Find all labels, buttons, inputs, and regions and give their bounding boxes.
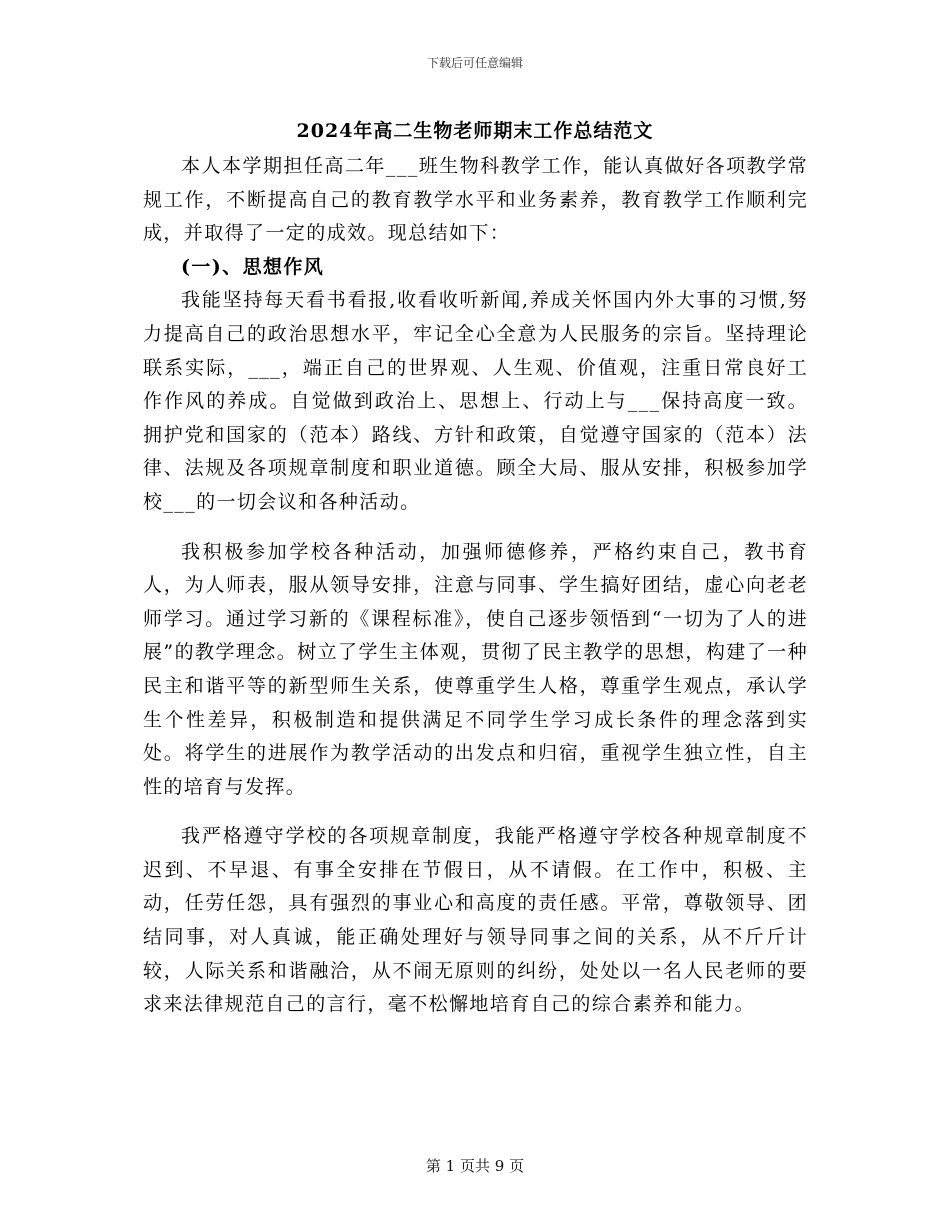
- paragraph-gap: [143, 804, 808, 820]
- section-heading: (一)、思想作风: [181, 255, 325, 278]
- header-note: 下载后可任意编辑: [426, 56, 523, 70]
- paragraph-1: 我能坚持每天看书看报,收看收听新闻,养成关怀国内外大事的习惯,努力提高自己的政治思想水平，牢记全心全意为人民服务的宗旨。坚持理论联系实际，___，端正自己的世界观、人生观、价值观，注重日常良好工作作风的养成。自觉做到政治上、思想上、行动上与___保持高度一致。拥护党和国家的（范本）路线、方针和政策，自觉遵守国家的（范本）法律、法规及各项规章制度和职业道德。顾全大局、服从安排，积极参加学校___的一切会议和各种活动。: [143, 289, 808, 513]
- page-footer: 第 1 页共 9 页: [425, 1157, 525, 1175]
- paragraph-2: 我积极参加学校各种活动，加强师德修养，严格约束自己，教书育人，为人师表，服从领导安排，注意与同事、学生搞好团结，虚心向老老师学习。通过学习新的《课程标准》，使自己逐步领悟到“一切为了人的进展”的教学理念。树立了学生主体观，贯彻了民主教学的思想，构建了一种民主和谐平等的新型师生关系，使尊重学生人格，尊重学生观点，承认学生个性差异，积极制造和提供满足不同学生学习成长条件的理念落到实处。将学生的进展作为教学活动的出发点和归宿，重视学生独立性，自主性的培育与发挥。: [143, 540, 808, 798]
- intro-paragraph: 本人本学期担任高二年___班生物科教学工作，能认真做好各项教学常规工作，不断提高自己的教育教学水平和业务素养，教育教学工作顺利完成，并取得了一定的成效。现总结如下：: [143, 155, 808, 245]
- document-body: [143, 150, 808, 1022]
- paragraph-gap: [143, 520, 808, 536]
- paragraph-3: 我严格遵守学校的各项规章制度，我能严格遵守学校各种规章制度不迟到、不早退、有事全安排在节假日，从不请假。在工作中，积极、主动，任劳任怨，具有强烈的事业心和高度的责任感。平常，尊敬领导、团结同事，对人真诚，能正确处理好与领导同事之间的关系，从不斤斤计较，人际关系和谐融洽，从不闹无原则的纠纷，处处以一名人民老师的要求来法律规范自己的言行，毫不松懈地培育自己的综合素养和能力。: [143, 825, 808, 1016]
- document-title: 2024年高二生物老师期末工作总结范文: [296, 120, 654, 142]
